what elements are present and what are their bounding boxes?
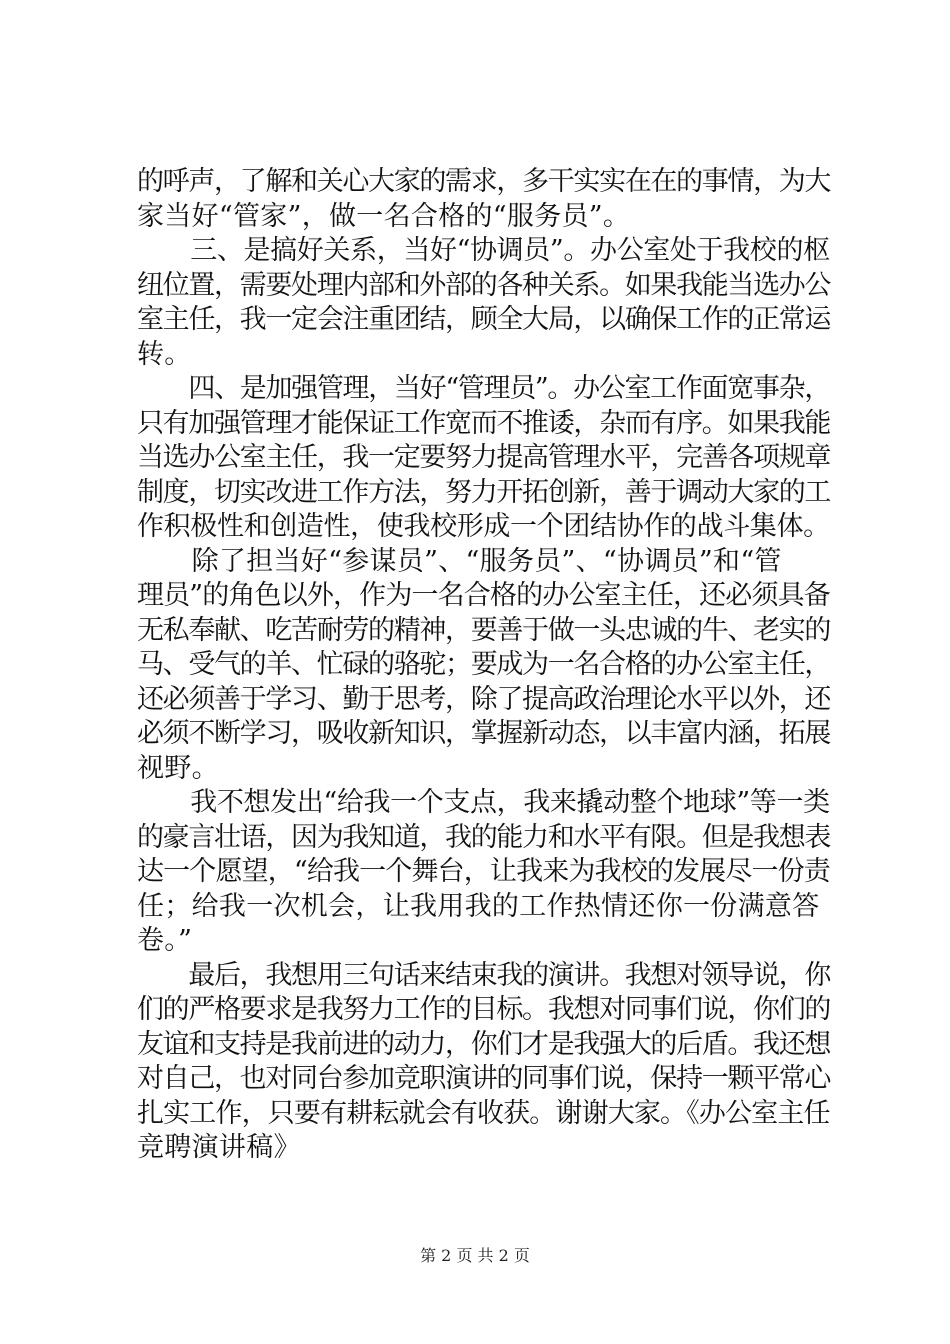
page-footer: 第 2 页 共 2 页 bbox=[420, 1246, 530, 1265]
text-line: 对自己，也对同台参加竞职演讲的同事们说，保持一颗平常心 bbox=[137, 1063, 831, 1094]
text-line: 制度，切实改进工作方法，努力开拓创新，善于调动大家的工 bbox=[137, 476, 831, 508]
text-line: 最后，我想用三句话来结束我的演讲。我想对领导说，你 bbox=[137, 959, 831, 991]
text-line: 转。 bbox=[137, 338, 192, 370]
text-line: 视野。 bbox=[137, 752, 219, 784]
text-line: 友谊和支持是我前进的动力，你们才是我强大的后盾。我还想 bbox=[137, 1028, 831, 1060]
text-line: 卷。” bbox=[137, 925, 193, 956]
text-line: 四、是加强管理，当好“管理员”。办公室工作面宽事杂， bbox=[137, 373, 831, 404]
text-line: 作积极性和创造性，使我校形成一个团结协作的战斗集体。 bbox=[137, 511, 830, 542]
text-line: 纽位置，需要处理内部和外部的各种关系。如果我能当选办公 bbox=[137, 269, 831, 301]
document-body bbox=[137, 165, 830, 1166]
text-line: 我不想发出“给我一个支点，我来撬动整个地球”等一类 bbox=[137, 787, 830, 818]
text-line: 必须不断学习，吸收新知识，掌握新动态，以丰富内涵，拓展 bbox=[137, 718, 831, 749]
text-line: 的呼声，了解和关心大家的需求，多干实实在在的事情，为大 bbox=[137, 166, 831, 197]
text-line: 除了担当好“参谋员”、“服务员”、“协调员”和“管 bbox=[137, 545, 782, 577]
text-line: 家当好“管家”，做一名合格的“服务员”。 bbox=[137, 200, 631, 232]
text-line: 扎实工作，只要有耕耘就会有收获。谢谢大家。《办公室主任 bbox=[137, 1097, 830, 1129]
text-line: 的豪言壮语，因为我知道，我的能力和水平有限。但是我想表 bbox=[137, 821, 831, 853]
text-line: 们的严格要求是我努力工作的目标。我想对同事们说，你们的 bbox=[137, 994, 831, 1025]
text-line: 马、受气的羊、忙碌的骆驼；要成为一名合格的办公室主任， bbox=[137, 649, 831, 680]
text-line: 还必须善于学习、勤于思考，除了提高政治理论水平以外，还 bbox=[137, 683, 831, 715]
text-line: 只有加强管理才能保证工作宽而不推诿，杂而有序。如果我能 bbox=[137, 407, 831, 439]
text-line: 达一个愿望，“给我一个舞台，让我来为我校的发展尽一份责 bbox=[137, 856, 830, 887]
text-line: 任；给我一次机会，让我用我的工作热情还你一份满意答 bbox=[137, 890, 820, 922]
text-line: 当选办公室主任，我一定要努力提高管理水平，完善各项规章 bbox=[137, 442, 831, 473]
text-line: 三、是搞好关系，当好“协调员”。办公室处于我校的枢 bbox=[137, 235, 830, 266]
text-line: 无私奉献、吃苦耐劳的精神，要善于做一头忠诚的牛、老实的 bbox=[137, 614, 831, 646]
text-line: 理员”的角色以外，作为一名合格的办公室主任，还必须具备 bbox=[137, 580, 830, 611]
text-line: 竞聘演讲稿》 bbox=[137, 1132, 301, 1163]
text-line: 室主任，我一定会注重团结，顾全大局，以确保工作的正常运 bbox=[137, 304, 831, 335]
